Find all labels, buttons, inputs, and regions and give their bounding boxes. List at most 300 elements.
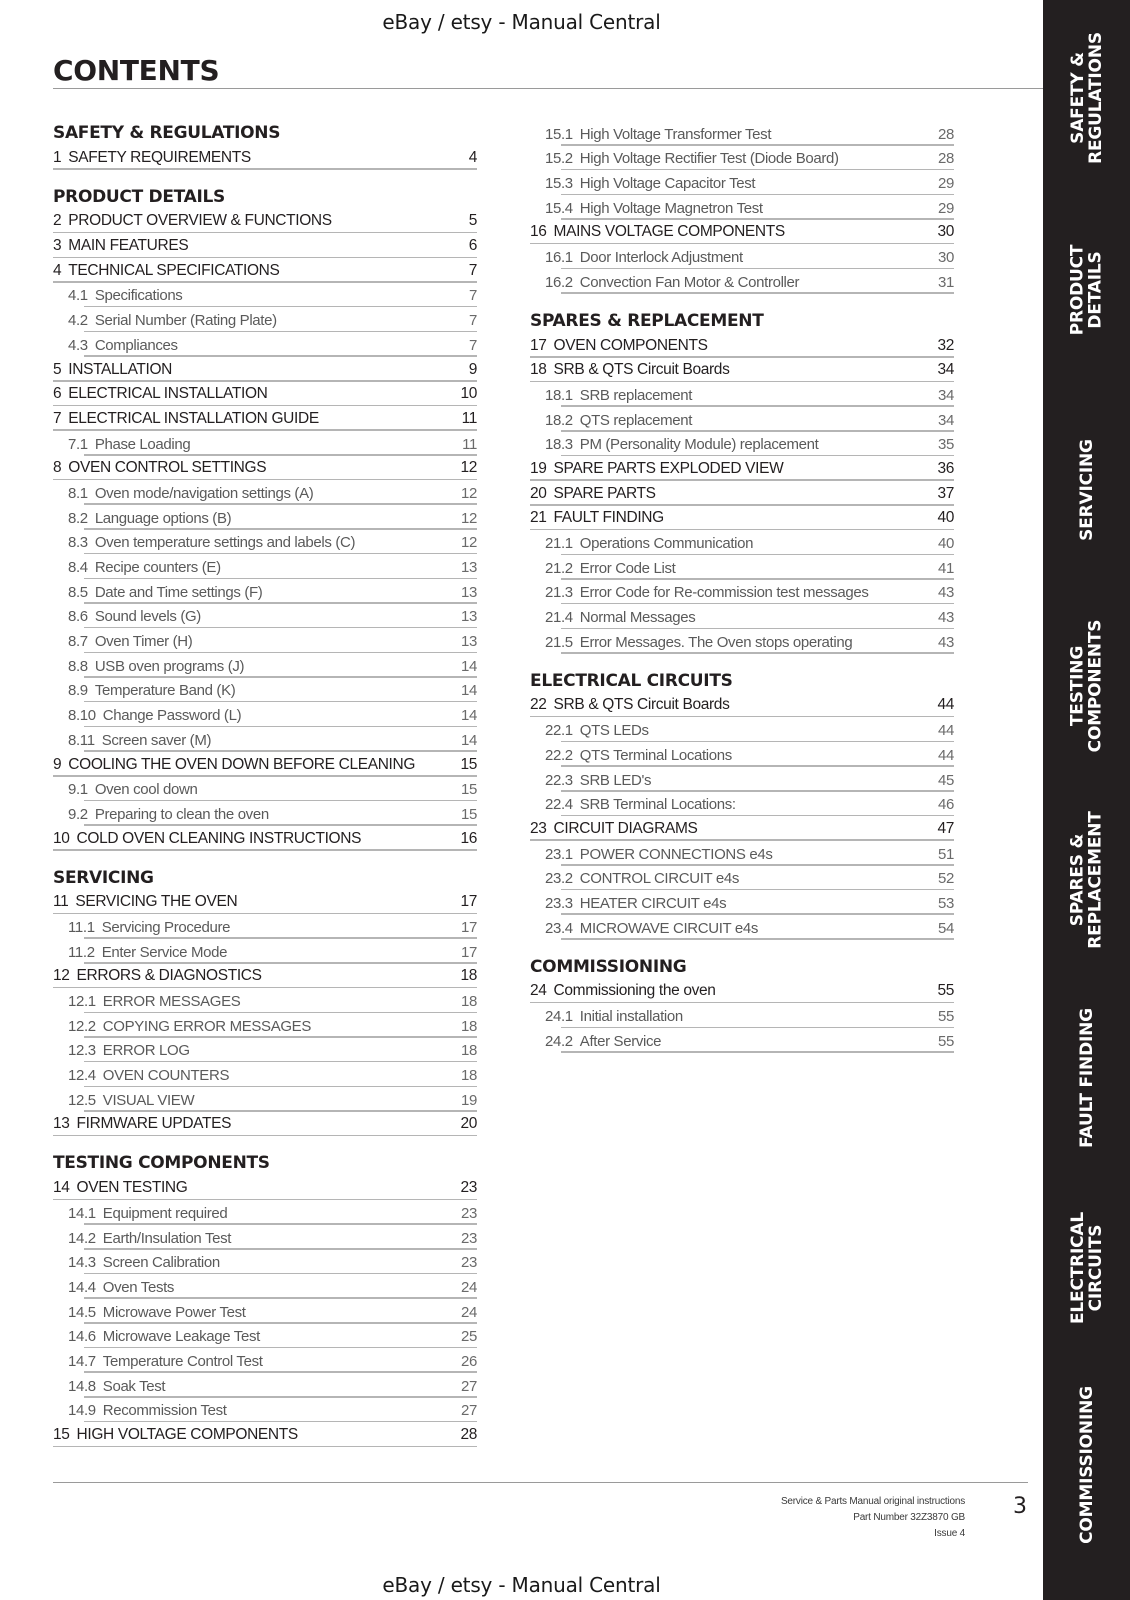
entry-number: 12.4: [68, 1067, 96, 1085]
toc-entry-22-2[interactable]: [530, 742, 954, 767]
entry-page-number: 41: [938, 559, 954, 577]
entry-page-number: 55: [937, 982, 954, 1000]
entry-number: 14.9: [68, 1402, 96, 1420]
entry-number: 7.1: [68, 435, 88, 453]
toc-entry-16-1[interactable]: [530, 244, 954, 269]
toc-entry-23[interactable]: [530, 816, 954, 841]
entry-number: 8.2: [68, 509, 88, 527]
entry-title: Date and Time settings (F): [94, 583, 263, 601]
sidebar-tab-safety-regulations[interactable]: [1043, 0, 1130, 198]
toc-entry-8-8[interactable]: [53, 653, 477, 678]
toc-right-column: [530, 121, 954, 1053]
entry-page-number: 28: [460, 1426, 477, 1443]
sidebar-tab-product-details[interactable]: [1043, 190, 1130, 390]
entry-number: 24.2: [545, 1032, 573, 1050]
entry-number: 20: [530, 484, 547, 502]
entry-number: 12.5: [68, 1091, 96, 1109]
entry-title: Error Code for Re-commission test messages: [579, 584, 869, 602]
footer-info: [781, 1494, 965, 1542]
tab-label-line1: PRODUCT: [1067, 244, 1088, 336]
entry-title: PRODUCT OVERVIEW & FUNCTIONS: [68, 212, 332, 230]
entry-page-number: 54: [938, 919, 954, 937]
toc-entry-15-4[interactable]: [530, 195, 954, 220]
toc-entry-4-2[interactable]: [53, 307, 477, 332]
toc-entry-22[interactable]: [530, 693, 954, 718]
entry-number: 18.2: [545, 411, 573, 429]
toc-entry-8-7[interactable]: [53, 628, 477, 653]
toc-entry-14-9[interactable]: [53, 1398, 477, 1423]
toc-entry-21-3[interactable]: [530, 580, 954, 605]
footer-manual-type: Service & Parts Manual original instructions: [780, 1496, 965, 1507]
toc-entry-23-1[interactable]: [530, 841, 954, 866]
entry-number: 21.5: [545, 633, 573, 651]
toc-entry-21[interactable]: [530, 506, 954, 531]
entry-page-number: 18: [461, 1042, 477, 1060]
toc-entry-16-2[interactable]: [530, 269, 954, 294]
toc-entry-19[interactable]: [530, 456, 954, 481]
toc-entry-24-1[interactable]: [530, 1003, 954, 1028]
entry-number: 8.6: [68, 608, 88, 626]
entry-title: ERROR MESSAGES: [102, 993, 241, 1010]
entry-page-number: 37: [937, 484, 954, 502]
entry-number: 14.4: [68, 1278, 96, 1296]
toc-entry-8-6[interactable]: [53, 604, 477, 629]
entry-title: SRB replacement: [579, 386, 693, 404]
toc-entry-12-3[interactable]: [53, 1038, 477, 1063]
toc-entry-8[interactable]: [53, 456, 477, 481]
entry-page-number: 53: [938, 894, 954, 912]
toc-entry-11[interactable]: [53, 890, 477, 915]
entry-page-number: 29: [938, 175, 954, 193]
toc-entry-12-5[interactable]: [53, 1087, 477, 1112]
toc-entry-18-2[interactable]: [530, 407, 954, 432]
entry-page-number: 28: [938, 125, 954, 143]
toc-entry-21-1[interactable]: [530, 530, 954, 555]
watermark-top: eBay / etsy - Manual Central: [382, 10, 661, 34]
entry-title: ELECTRICAL INSTALLATION GUIDE: [68, 409, 319, 427]
entry-title: INSTALLATION: [68, 360, 173, 378]
entry-page-number: 40: [938, 535, 954, 552]
entry-page-number: 40: [937, 509, 954, 527]
entry-page-number: 12: [460, 459, 477, 477]
toc-entry-3[interactable]: [53, 233, 477, 258]
entry-number: 21.3: [545, 584, 573, 602]
entry-number: 19: [530, 459, 547, 477]
section-heading: SAFETY & REGULATIONS: [53, 123, 281, 143]
toc-entry-4-3[interactable]: [53, 332, 477, 357]
toc-entry-12-1[interactable]: [53, 988, 477, 1013]
toc-entry-8-4[interactable]: [53, 554, 477, 579]
tab-label-line1: SPARES &: [1067, 833, 1088, 927]
toc-entry-18-1[interactable]: [530, 382, 954, 407]
section-spacer: [530, 654, 954, 669]
entry-page-number: 23: [461, 1204, 477, 1222]
entry-number: 8.1: [68, 484, 88, 502]
sidebar-tab-electrical-circuits[interactable]: [1043, 1168, 1130, 1368]
toc-entry-17[interactable]: [530, 333, 954, 358]
toc-entry-14-6[interactable]: [53, 1324, 477, 1349]
toc-entry-23-3[interactable]: [530, 890, 954, 915]
entry-page-number: 25: [461, 1328, 477, 1346]
entry-page-number: 17: [461, 943, 477, 961]
entry-title: Door Interlock Adjustment: [579, 249, 743, 267]
toc-entry-9-2[interactable]: [53, 801, 477, 826]
entry-page-number: 28: [938, 150, 954, 168]
entry-title: Preparing to clean the oven: [94, 805, 269, 823]
tab-label-line1: FAULT FINDING: [1076, 1008, 1097, 1148]
entry-page-number: 34: [937, 361, 954, 379]
toc-entry-11-2[interactable]: [53, 939, 477, 964]
entry-title: FIRMWARE UPDATES: [76, 1115, 232, 1133]
entry-number: 14.2: [68, 1229, 96, 1247]
toc-entry-15-3[interactable]: [530, 170, 954, 195]
entry-title: OVEN TESTING: [76, 1179, 188, 1197]
entry-page-number: 43: [938, 633, 954, 651]
entry-page-number: 43: [938, 609, 954, 627]
entry-number: 23.1: [545, 845, 573, 863]
toc-entry-8-2[interactable]: [53, 505, 477, 530]
entry-page-number: 46: [938, 796, 954, 814]
entry-title: CIRCUIT DIAGRAMS: [553, 819, 698, 837]
entry-title: Temperature Band (K): [94, 682, 236, 700]
sidebar-tab-commissioning[interactable]: [1043, 1365, 1130, 1565]
entry-number: 4: [53, 261, 62, 279]
entry-number: 23.2: [545, 870, 573, 888]
entry-page-number: 23: [461, 1254, 477, 1272]
toc-entry-1[interactable]: [53, 145, 477, 170]
entry-title: Error Code List: [579, 559, 676, 577]
entry-number: 14.6: [68, 1328, 96, 1346]
entry-title: Operations Communication: [579, 535, 754, 552]
entry-number: 21.1: [545, 535, 573, 552]
entry-page-number: 17: [460, 893, 477, 911]
entry-page-number: 13: [461, 559, 477, 576]
entry-number: 23.3: [545, 894, 573, 912]
toc-entry-8-10[interactable]: [53, 702, 477, 727]
section-spacer: [53, 1136, 477, 1151]
entry-title: OVEN COMPONENTS: [553, 336, 708, 354]
section-heading: ELECTRICAL CIRCUITS: [530, 670, 733, 691]
toc-entry-21-2[interactable]: [530, 555, 954, 580]
tab-label-line1: TESTING: [1067, 645, 1088, 727]
entry-page-number: 23: [461, 1229, 477, 1247]
toc-entry-14-3[interactable]: [53, 1250, 477, 1275]
entry-page-number: 7: [469, 336, 477, 354]
toc-entry-22-3[interactable]: [530, 767, 954, 792]
entry-title: Microwave Power Test: [102, 1303, 246, 1321]
entry-number: 12.1: [68, 993, 96, 1010]
sidebar-tab-label: [1069, 1212, 1105, 1324]
toc-entry-15[interactable]: [53, 1422, 477, 1447]
watermark-bottom: eBay / etsy - Manual Central: [382, 1573, 661, 1597]
toc-entry-22-4[interactable]: [530, 792, 954, 817]
entry-number: 15.2: [545, 150, 573, 168]
section-heading: COMMISSIONING: [530, 956, 687, 977]
toc-entry-8-3[interactable]: [53, 530, 477, 555]
toc-entry-15-2[interactable]: [530, 146, 954, 171]
entry-title: POWER CONNECTIONS e4s: [579, 845, 773, 863]
entry-number: 14.7: [68, 1352, 96, 1370]
entry-page-number: 15: [460, 755, 477, 773]
tab-label-line1: SERVICING: [1076, 439, 1097, 541]
entry-title: Compliances: [94, 336, 178, 354]
tab-label-line2: REPLACEMENT: [1085, 811, 1106, 949]
toc-entry-20[interactable]: [530, 481, 954, 506]
entry-page-number: 34: [938, 386, 954, 404]
entry-title: Oven mode/navigation settings (A): [94, 484, 314, 502]
page-title: CONTENTS: [53, 54, 220, 87]
entry-number: 16: [530, 223, 547, 241]
entry-page-number: 12: [461, 534, 477, 552]
entry-title: High Voltage Rectifier Test (Diode Board): [579, 150, 839, 168]
entry-number: 16.1: [545, 249, 573, 267]
title-divider: [53, 88, 1049, 89]
footer-part-number: Part Number 32Z3870 GB: [853, 1512, 965, 1523]
entry-number: 15.3: [545, 175, 573, 193]
entry-number: 21.4: [545, 609, 573, 627]
toc-entry-11-1[interactable]: [53, 914, 477, 939]
entry-title: Recipe counters (E): [94, 559, 221, 576]
entry-title: SPARE PARTS: [553, 484, 656, 502]
entry-title: PM (Personality Module) replacement: [579, 436, 819, 454]
entry-page-number: 34: [938, 411, 954, 429]
toc-entry-24[interactable]: [530, 979, 954, 1004]
entry-title: Commissioning the oven: [553, 982, 716, 1000]
entry-page-number: 18: [461, 1017, 477, 1035]
entry-number: 22.3: [545, 771, 573, 789]
entry-number: 13: [53, 1115, 70, 1133]
entry-page-number: 13: [461, 633, 477, 651]
tab-label-line2: COMPONENTS: [1085, 619, 1106, 753]
toc-entry-18-3[interactable]: [530, 432, 954, 457]
entry-page-number: 4: [468, 148, 477, 166]
sidebar-tab-label: [1069, 620, 1105, 753]
entry-page-number: 13: [461, 608, 477, 626]
toc-entry-7-1[interactable]: [53, 431, 477, 456]
entry-title: High Voltage Transformer Test: [579, 125, 772, 143]
toc-entry-12[interactable]: [53, 964, 477, 989]
sidebar-tab-label: [1078, 1386, 1096, 1544]
sidebar-tab-spares-replacement[interactable]: [1043, 780, 1130, 980]
section-heading: PRODUCT DETAILS: [53, 186, 225, 207]
entry-title: Initial installation: [579, 1008, 683, 1025]
toc-entry-22-1[interactable]: [530, 717, 954, 742]
section-heading: TESTING COMPONENTS: [53, 1153, 270, 1174]
toc-section-electrical-circuits: [530, 654, 954, 940]
entry-title: VISUAL VIEW: [102, 1091, 195, 1109]
toc-entry-2[interactable]: [53, 209, 477, 234]
entry-page-number: 44: [938, 746, 954, 764]
entry-title: COOLING THE OVEN DOWN BEFORE CLEANING: [68, 755, 416, 773]
entry-title: Enter Service Mode: [101, 943, 228, 961]
entry-number: 16.2: [545, 273, 573, 291]
entry-number: 15.4: [545, 199, 573, 217]
entry-number: 12: [53, 967, 70, 985]
entry-number: 8.8: [68, 657, 88, 675]
entry-page-number: 36: [937, 459, 954, 477]
toc-entry-14-2[interactable]: [53, 1225, 477, 1250]
entry-title: Oven Timer (H): [94, 633, 193, 651]
entry-page-number: 12: [461, 509, 477, 527]
entry-title: MAINS VOLTAGE COMPONENTS: [553, 223, 785, 241]
entry-number: 4.2: [68, 312, 88, 330]
tab-label-line1: COMMISSIONING: [1076, 1386, 1097, 1544]
entry-title: Oven Tests: [102, 1278, 175, 1296]
toc-entry-14-4[interactable]: [53, 1274, 477, 1299]
toc-entry-13[interactable]: [53, 1112, 477, 1137]
entry-page-number: 11: [462, 435, 477, 453]
entry-number: 8.9: [68, 682, 88, 700]
entry-number: 5: [53, 360, 62, 378]
entry-page-number: 44: [937, 696, 954, 714]
entry-title: Specifications: [94, 287, 183, 305]
entry-title: MICROWAVE CIRCUIT e4s: [579, 919, 759, 937]
entry-title: QTS replacement: [579, 411, 693, 429]
entry-title: FAULT FINDING: [553, 509, 664, 527]
entry-page-number: 24: [461, 1278, 477, 1296]
toc-entry-21-5[interactable]: [530, 629, 954, 654]
entry-number: 11.1: [68, 918, 95, 936]
footer-issue: Issue 4: [934, 1528, 965, 1539]
toc-entry-14-8[interactable]: [53, 1373, 477, 1398]
entry-page-number: 32: [937, 336, 954, 354]
entry-title: SRB LED's: [579, 771, 652, 789]
toc-entry-6[interactable]: [53, 382, 477, 407]
entry-number: 14: [53, 1179, 70, 1197]
entry-page-number: 27: [461, 1377, 477, 1395]
entry-page-number: 45: [938, 771, 954, 789]
toc-entry-8-9[interactable]: [53, 678, 477, 703]
toc-entry-10[interactable]: [53, 826, 477, 851]
entry-page-number: 52: [938, 870, 954, 888]
toc-entry-23-4[interactable]: [530, 915, 954, 940]
entry-number: 18: [530, 361, 547, 379]
entry-number: 22.1: [545, 722, 573, 740]
toc-entry-23-2[interactable]: [530, 866, 954, 891]
sidebar-tab-label: [1069, 811, 1105, 948]
entry-title: Servicing Procedure: [101, 918, 231, 936]
entry-title: Normal Messages: [579, 609, 696, 627]
sidebar-tab-label: [1069, 32, 1105, 164]
entry-page-number: 24: [461, 1303, 477, 1321]
toc-entry-5[interactable]: [53, 357, 477, 382]
toc-entry-7[interactable]: [53, 406, 477, 431]
entry-title: TECHNICAL SPECIFICATIONS: [68, 261, 280, 279]
toc-entry-8-1[interactable]: [53, 480, 477, 505]
entry-title: High Voltage Capacitor Test: [579, 175, 756, 193]
entry-page-number: 5: [468, 212, 477, 230]
entry-number: 7: [53, 409, 62, 427]
toc-entry-14-7[interactable]: [53, 1348, 477, 1373]
footer-divider: [53, 1482, 1028, 1483]
toc-entry-4[interactable]: [53, 258, 477, 283]
toc-entry-21-4[interactable]: [530, 604, 954, 629]
toc-entry-14-1[interactable]: [53, 1200, 477, 1225]
entry-title: SPARE PARTS EXPLODED VIEW: [553, 459, 784, 477]
entry-number: 8.7: [68, 633, 88, 651]
entry-number: 2: [53, 212, 62, 230]
entry-number: 18.1: [545, 386, 573, 404]
entry-title: QTS LEDs: [579, 722, 649, 740]
entry-title: ERRORS & DIAGNOSTICS: [76, 967, 262, 985]
entry-number: 8.11: [68, 731, 95, 749]
tab-label-line2: DETAILS: [1085, 251, 1106, 329]
toc-entry-12-2[interactable]: [53, 1013, 477, 1038]
toc-entry-8-11[interactable]: [53, 727, 477, 752]
tab-label-line2: REGULATIONS: [1085, 32, 1106, 164]
entry-page-number: 15: [461, 805, 477, 823]
entry-title: OVEN COUNTERS: [102, 1067, 230, 1085]
entry-title: Oven temperature settings and labels (C): [94, 534, 356, 552]
toc-entry-8-5[interactable]: [53, 579, 477, 604]
toc-entry-16[interactable]: [530, 220, 954, 245]
toc-entry-15-1[interactable]: [530, 121, 954, 146]
entry-number: 4.1: [68, 287, 88, 305]
entry-page-number: 51: [938, 845, 954, 863]
entry-title: Soak Test: [102, 1377, 166, 1395]
entry-number: 11: [53, 893, 69, 911]
entry-page-number: 43: [938, 584, 954, 602]
entry-title: QTS Terminal Locations: [579, 746, 732, 764]
sidebar-tab-fault-finding[interactable]: [1043, 978, 1130, 1178]
toc-entry-24-2[interactable]: [530, 1028, 954, 1053]
toc-section-commissioning: [530, 940, 954, 1053]
toc-section-safety-regulations: [53, 121, 477, 170]
toc-entry-4-1[interactable]: [53, 283, 477, 308]
entry-title: Language options (B): [94, 509, 232, 527]
entry-number: 23.4: [545, 919, 573, 937]
toc-entry-14[interactable]: [53, 1175, 477, 1200]
entry-page-number: 29: [938, 199, 954, 217]
entry-page-number: 55: [938, 1008, 954, 1025]
entry-page-number: 19: [461, 1091, 477, 1109]
sidebar-tab-label: [1078, 439, 1096, 541]
entry-page-number: 14: [461, 731, 477, 749]
entry-page-number: 14: [461, 657, 477, 675]
tab-label-line1: ELECTRICAL: [1067, 1211, 1088, 1325]
toc-entry-9[interactable]: [53, 752, 477, 777]
entry-title: ELECTRICAL INSTALLATION: [68, 385, 268, 403]
entry-title: SRB & QTS Circuit Boards: [553, 361, 730, 379]
entry-title: SERVICING THE OVEN: [75, 893, 238, 911]
entry-title: Convection Fan Motor & Controller: [579, 273, 800, 291]
entry-title: MAIN FEATURES: [68, 237, 189, 255]
toc-entry-9-1[interactable]: [53, 777, 477, 802]
entry-number: 9.1: [68, 781, 88, 799]
entry-number: 14.5: [68, 1303, 96, 1321]
sidebar-tab-servicing[interactable]: [1043, 390, 1130, 590]
entry-number: 8: [53, 459, 62, 477]
entry-title: COPYING ERROR MESSAGES: [102, 1017, 311, 1035]
entry-page-number: 18: [461, 993, 477, 1010]
entry-page-number: 44: [938, 722, 954, 740]
toc-entry-12-4[interactable]: [53, 1062, 477, 1087]
entry-number: 22.4: [545, 796, 573, 814]
toc-entry-18[interactable]: [530, 358, 954, 383]
entry-number: 24: [530, 982, 547, 1000]
toc-entry-14-5[interactable]: [53, 1299, 477, 1324]
entry-number: 9: [53, 755, 62, 773]
entry-number: 14.3: [68, 1254, 96, 1272]
entry-number: 21: [530, 509, 547, 527]
sidebar-tab-testing-components[interactable]: [1043, 586, 1130, 786]
entry-title: SAFETY REQUIREMENTS: [68, 148, 251, 166]
entry-number: 9.2: [68, 805, 88, 823]
entry-number: 22.2: [545, 746, 573, 764]
entry-number: 24.1: [545, 1008, 573, 1025]
entry-title: Sound levels (G): [94, 608, 201, 626]
entry-number: 1: [53, 148, 62, 166]
